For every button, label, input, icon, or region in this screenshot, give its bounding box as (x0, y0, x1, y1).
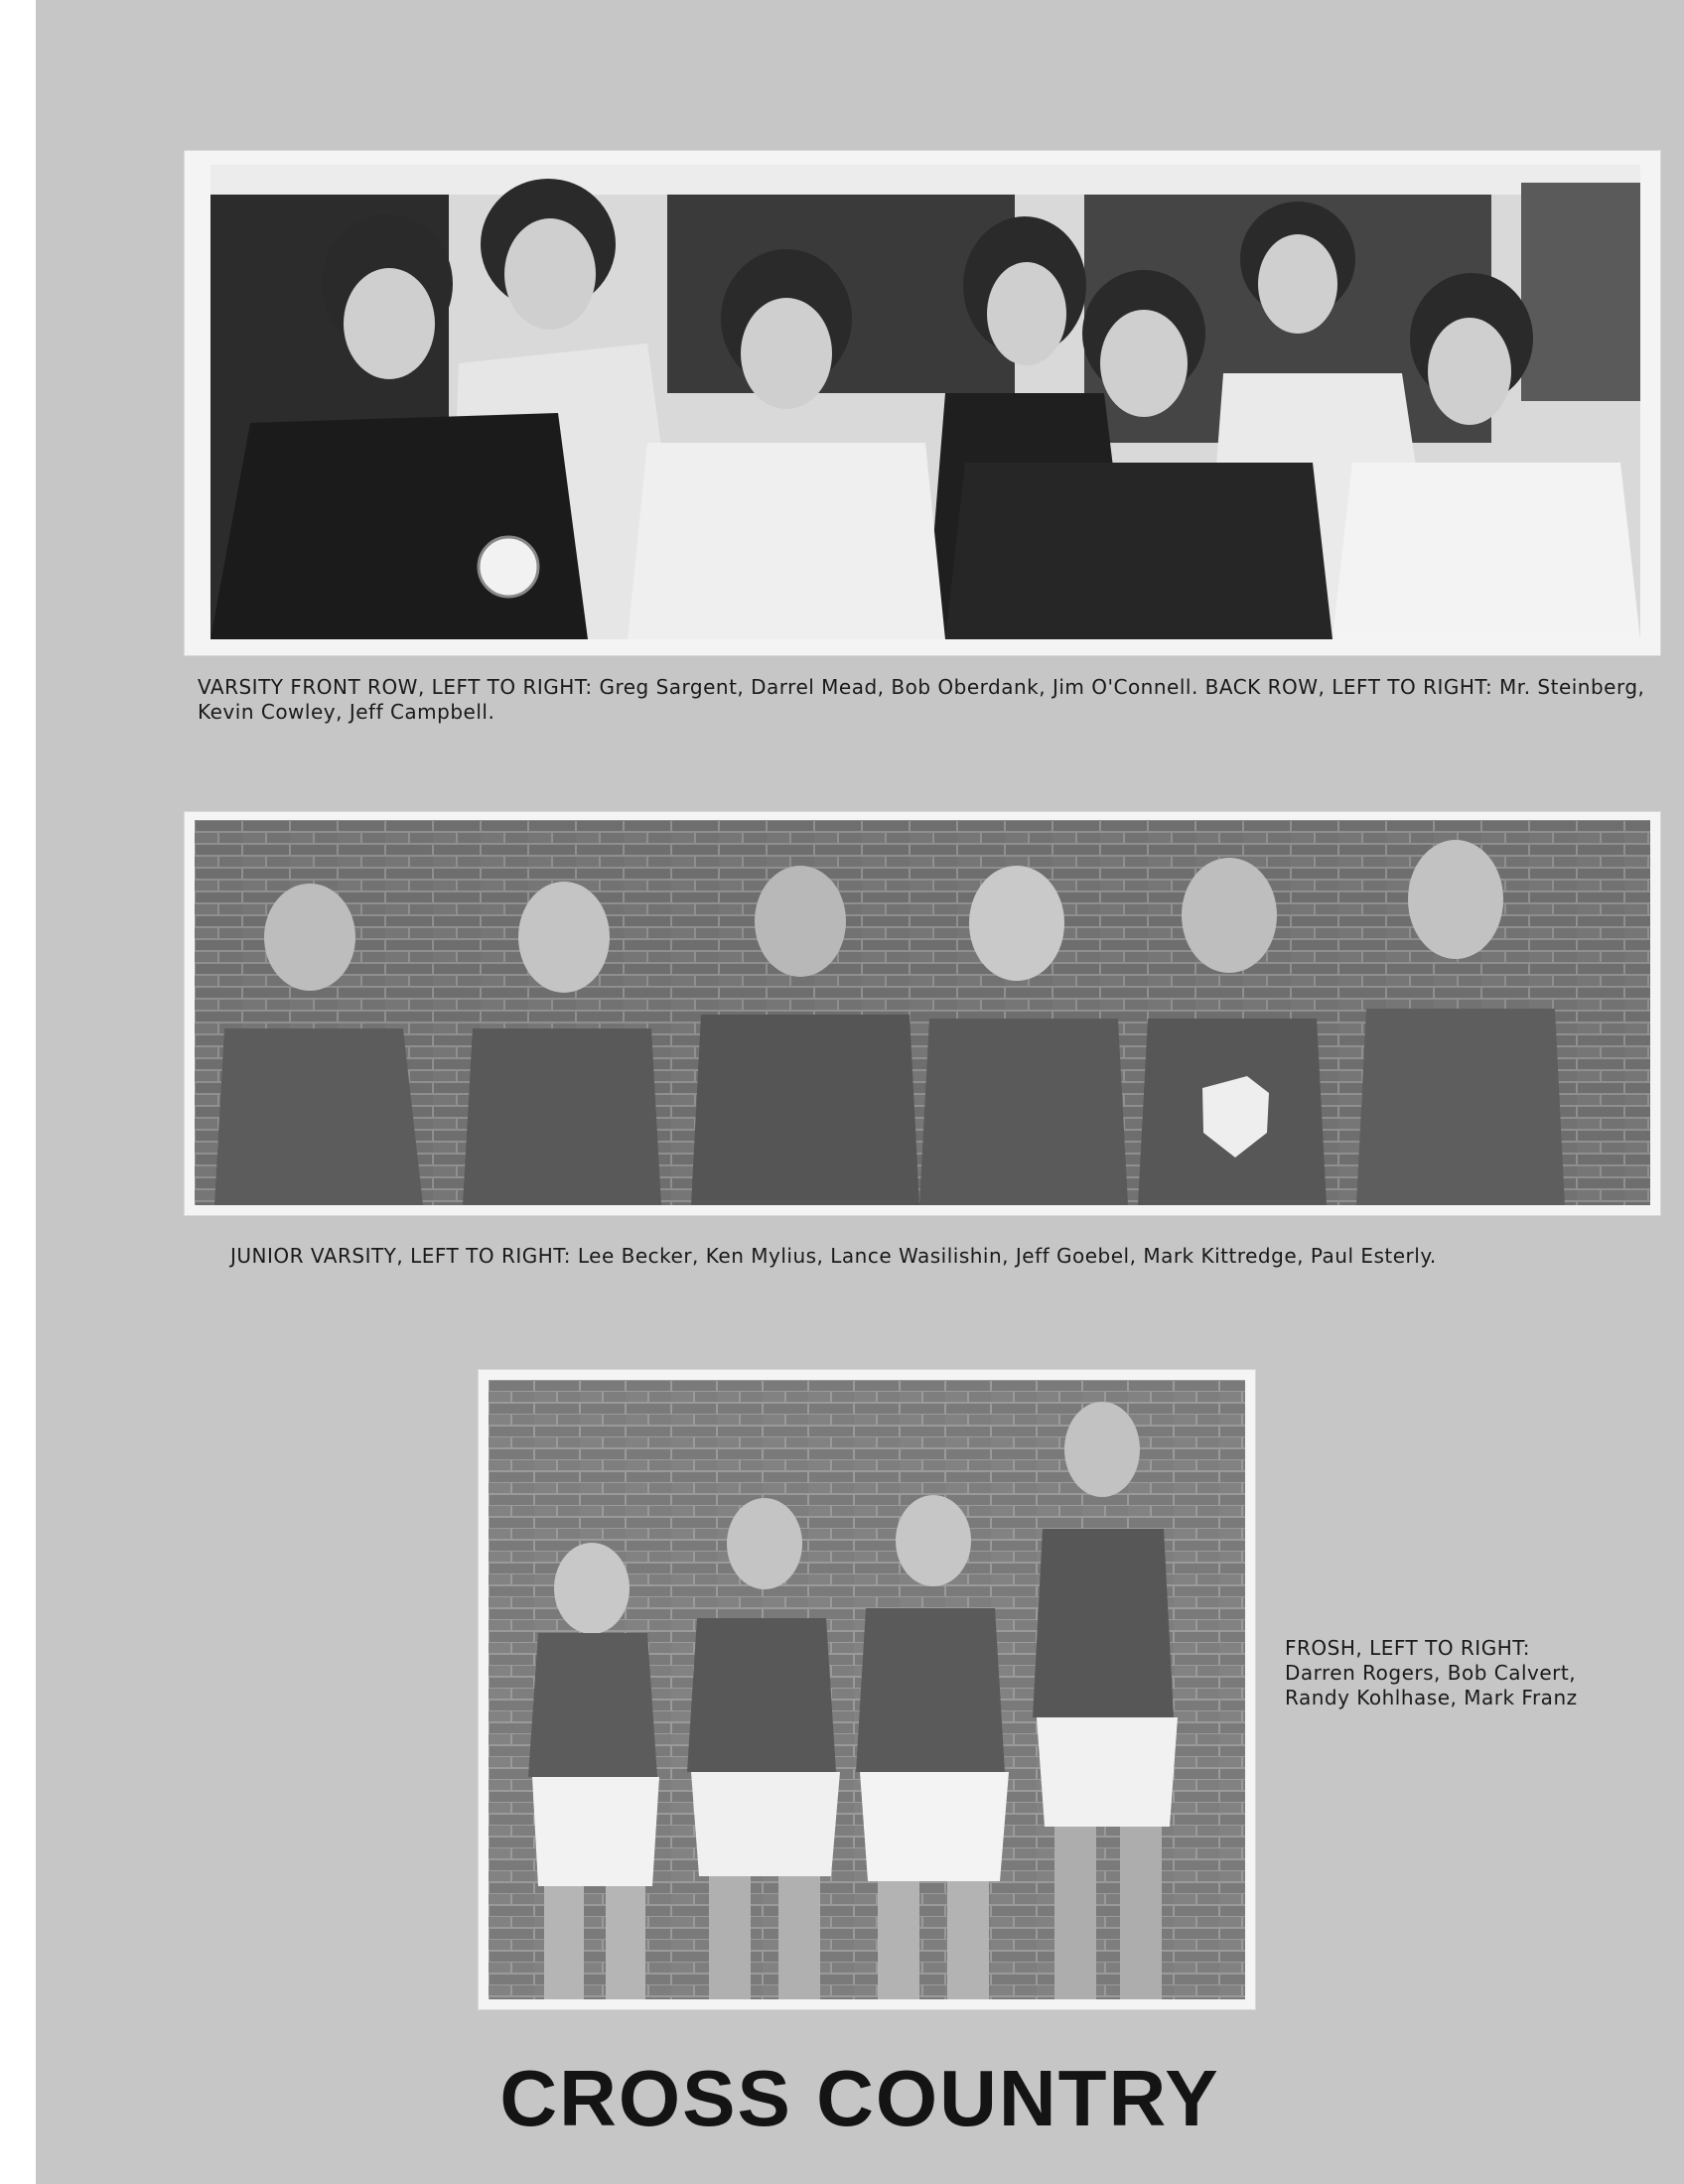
frosh-caption-line-2: Darren Rogers, Bob Calvert, (1285, 1661, 1577, 1685)
junior-varsity-photo (195, 820, 1650, 1205)
frosh-photo-image (489, 1380, 1245, 1999)
varsity-caption: VARSITY FRONT ROW, LEFT TO RIGHT: Greg Sargent, Darrel Mead, Bob Oberdank, Jim O'Connell. BACK ROW, LEFT TO RIGHT: Mr. Steinberg, Kevin Cowley, Jeff Campbell. (198, 675, 1645, 724)
frosh-photo (489, 1380, 1245, 1999)
junior-varsity-photo-image (195, 820, 1650, 1205)
page-title: CROSS COUNTRY (499, 2054, 1220, 2142)
page-spine (0, 0, 36, 2184)
varsity-photo (210, 165, 1640, 639)
frosh-caption (1285, 1636, 1642, 1710)
junior-varsity-caption: JUNIOR VARSITY, LEFT TO RIGHT: Lee Becker, Ken Mylius, Lance Wasilishin, Jeff Goebel, Mark Kittredge, Paul Esterly. (230, 1244, 1437, 1268)
varsity-photo-frame (185, 151, 1660, 655)
junior-varsity-photo-frame (185, 812, 1660, 1215)
frosh-caption-line-1: FROSH, LEFT TO RIGHT: (1285, 1636, 1531, 1660)
varsity-photo-image (210, 165, 1640, 639)
frosh-photo-frame (479, 1370, 1255, 2009)
yearbook-page (36, 0, 1684, 2184)
frosh-caption-line-3: Randy Kohlhase, Mark Franz (1285, 1686, 1578, 1709)
